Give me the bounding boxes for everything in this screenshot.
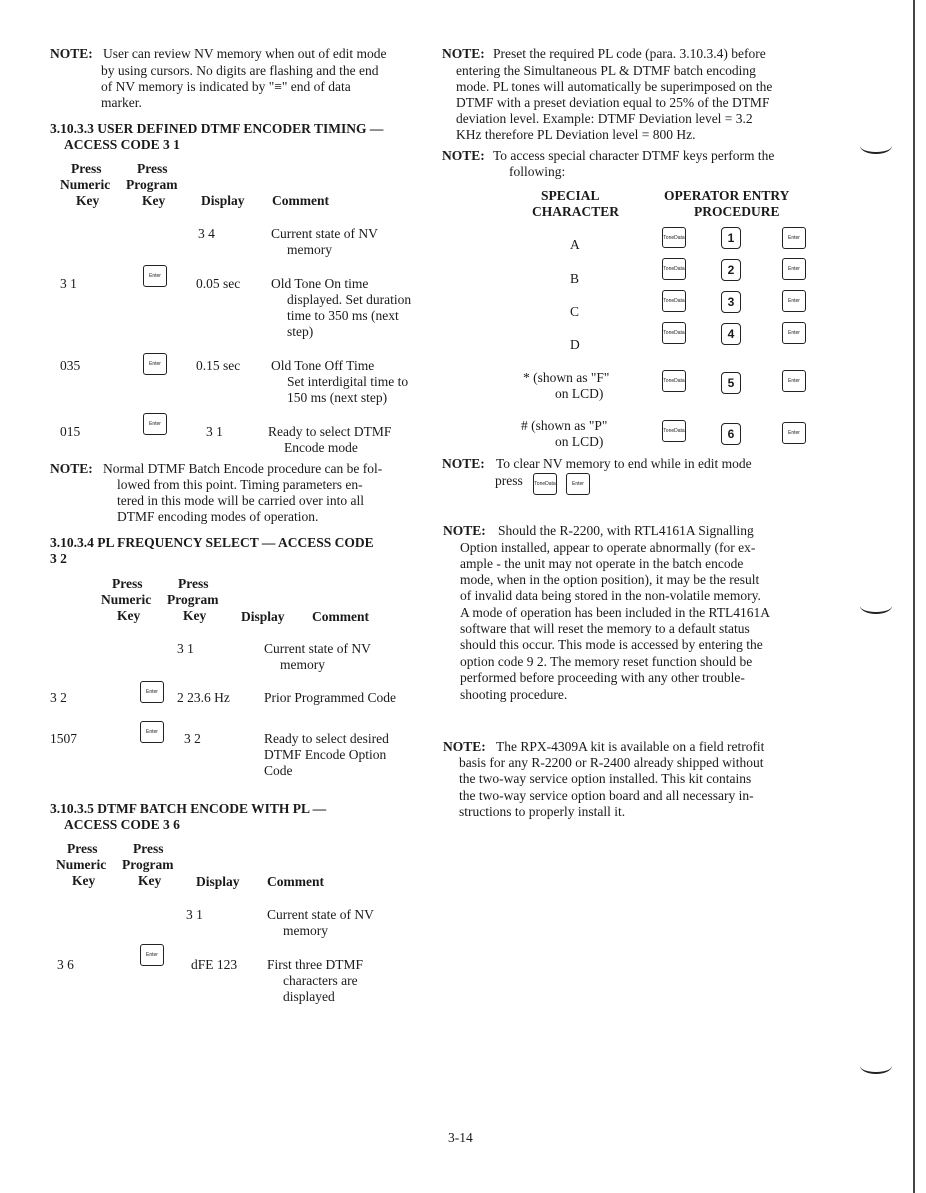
note-text: of NV memory is indicated by "≡" end of data — [101, 79, 351, 94]
enter-key-icon: Enter — [143, 413, 167, 435]
section-heading: 3 2 — [50, 551, 67, 566]
enter-key-icon: Enter — [140, 721, 164, 743]
digit-key-icon: 1 — [721, 227, 741, 249]
enter-key-icon: Enter — [143, 353, 167, 375]
display-value: 3 4 — [198, 226, 215, 241]
margin-mark — [860, 598, 892, 614]
section-heading: 3.10.3.4 PL FREQUENCY SELECT — ACCESS CODE — [50, 535, 374, 550]
enter-key-icon: Enter — [143, 265, 167, 287]
note-text: User can review NV memory when out of edit mode — [103, 46, 387, 61]
enter-key-icon: Enter — [782, 370, 806, 392]
tone-data-key-icon: Tone Data — [662, 290, 686, 312]
tone-data-key-icon: Tone Data — [533, 473, 557, 495]
enter-key-icon: Enter — [782, 227, 806, 249]
note-label: NOTE: — [50, 46, 93, 61]
digit-key-icon: 3 — [721, 291, 741, 313]
enter-key-icon: Enter — [782, 258, 806, 280]
digit-key-icon: 2 — [721, 259, 741, 281]
note-text: marker. — [101, 95, 142, 110]
margin-mark — [860, 138, 892, 154]
tone-data-key-icon: Tone Data — [662, 227, 686, 248]
enter-key-icon: Enter — [782, 422, 806, 444]
section-heading: 3.10.3.3 USER DEFINED DTMF ENCODER TIMING — — [50, 121, 384, 136]
section-heading: 3.10.3.5 DTMF BATCH ENCODE WITH PL — — [50, 801, 327, 816]
enter-key-icon: Enter — [782, 322, 806, 344]
enter-key-icon: Enter — [782, 290, 806, 312]
section-heading: ACCESS CODE 3 6 — [64, 817, 180, 832]
digit-key-icon: 5 — [721, 372, 741, 394]
enter-key-icon: Enter — [566, 473, 590, 495]
enter-key-icon: Enter — [140, 944, 164, 966]
enter-key-icon: Enter — [140, 681, 164, 703]
digit-key-icon: 6 — [721, 423, 741, 445]
tone-data-key-icon: Tone Data — [662, 322, 686, 344]
tone-data-key-icon: Tone Data — [662, 258, 686, 280]
tone-data-key-icon: Tone Data — [662, 420, 686, 442]
page-number: 3-14 — [448, 1130, 473, 1145]
tone-data-key-icon: Tone Data — [662, 370, 686, 392]
digit-key-icon: 4 — [721, 323, 741, 345]
margin-mark — [860, 1058, 892, 1074]
note-text: by using cursors. No digits are flashing and the end — [101, 63, 379, 78]
binding-edge-line — [913, 0, 915, 1193]
section-heading: ACCESS CODE 3 1 — [64, 137, 180, 152]
